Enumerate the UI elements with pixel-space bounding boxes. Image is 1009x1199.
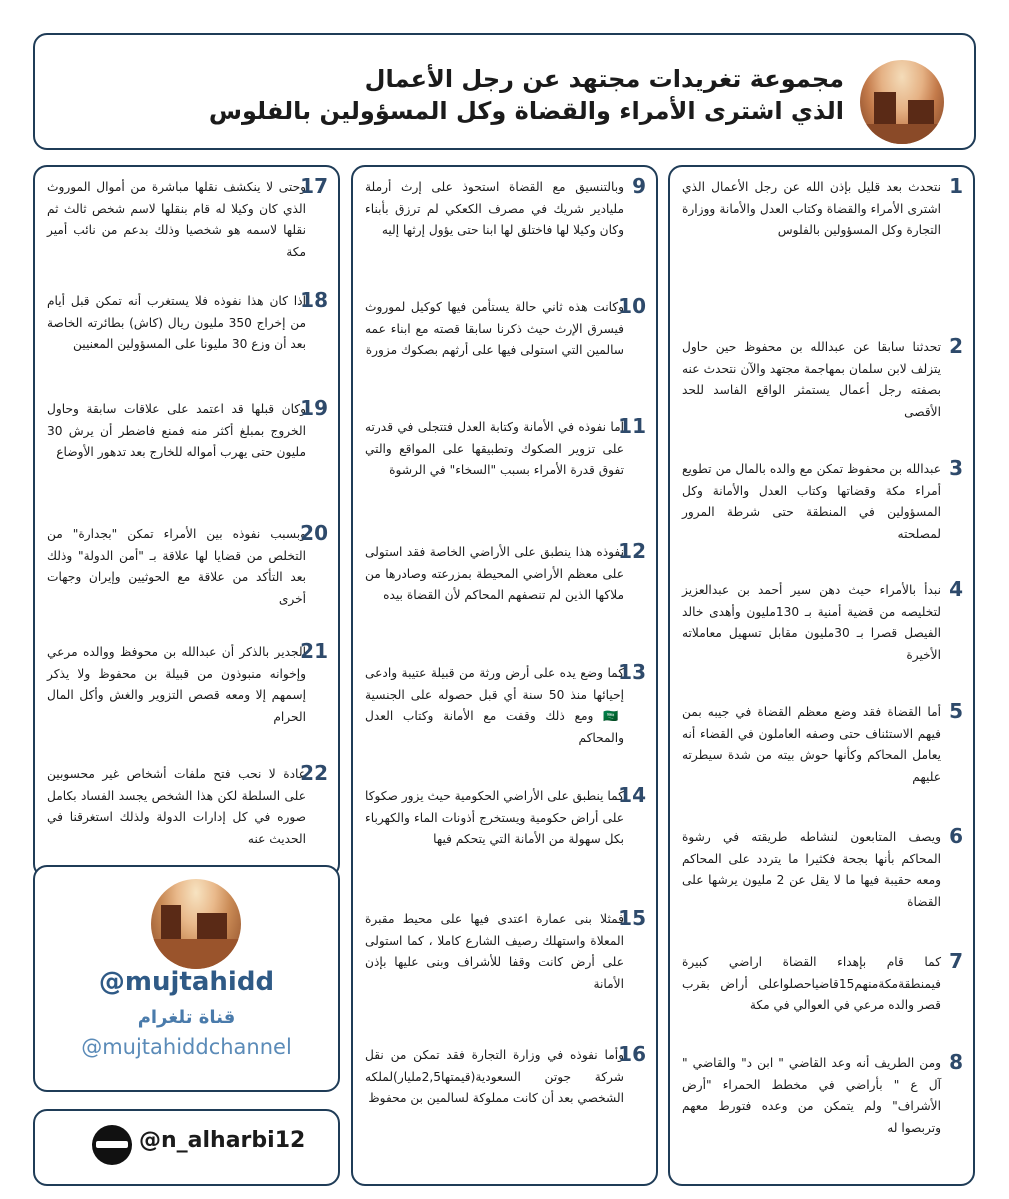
tweet-text: عادة لا نحب فتح ملفات أشخاص غير محسوبين على السلطة لكن هذا الشخص يجسد الفساد بكامل صوره في كل إدارات الدولة ولذلك استغرقنا في الحديث عنه — [47, 767, 306, 846]
footer-avatar — [92, 1125, 132, 1165]
tweet-text: أما القضاة فقد وضع معظم القضاة في جيبه بمن فيهم الاستئناف حتى وصفه العاملون في القضاء أنه يعامل المحاكم وكأنها حوش بيته من شدة سيطرته عليهم — [682, 705, 941, 784]
tweet-item — [47, 761, 328, 850]
tweet-text: نبدأ بالأمراء حيث دهن سير أحمد بن عبدالعزيز لتخليصه من قضية أمنية بـ 130مليون وأهدى خالد الفيصل قصرا بـ 30مليون مقابل تسهيل معاملاته الأخيرة — [682, 583, 942, 662]
tweet-text: وبالتنسيق مع القضاة استحوذ على إرث أرملة مليادير شريك في مصرف الكعكي لم ترزق بأبناء وكان وكيلا لها فاختلق لها ابنا حتى يؤول إرثها إليه — [365, 180, 624, 237]
tweet-item — [682, 1050, 963, 1139]
footer-card — [33, 1109, 340, 1186]
tweet-item — [682, 824, 963, 913]
tweets-column-2 — [351, 165, 658, 1186]
tweet-number: 8 — [949, 1050, 963, 1074]
tweet-item — [365, 1042, 646, 1110]
tweet-number: 18 — [300, 288, 328, 312]
tweet-text: فمثلا بنى عمارة اعتدى فيها على محيط مقبرة المعلاة واستهلك رصيف الشارع كاملا ، كما استولى على أرض كانت وقفا للأشراف وبنى عليها بإذن الأمانة — [365, 912, 624, 991]
tweet-item — [682, 699, 963, 788]
tweet-number: 13 — [618, 660, 646, 684]
tweet-number: 6 — [949, 824, 963, 848]
profile-handle-link[interactable]: @mujtahidd — [98, 967, 275, 997]
tweet-item — [365, 174, 646, 242]
tweet-number: 11 — [618, 414, 646, 438]
tweet-text: الجدير بالذكر أن عبدالله بن محوفظ ووالده مرعي وإخوانه منبوذون من قبيلة بن محفوظ ولا يذكر إسمهم إلا ومعه قصص التزوير والغش وأكل المال الحرام — [47, 645, 306, 724]
tweet-number: 22 — [300, 761, 328, 785]
tweet-item — [365, 660, 646, 749]
tweet-text: تحدثنا سابقا عن عبدالله بن محفوظ حين حاول يتزلف لابن سلمان بمهاجمة مجتهد والآن نتحدث عنه بصفته رجل أعمال يستمثر الواقع الفاسد للحد الأقصى — [682, 340, 941, 419]
tweet-item — [682, 456, 963, 545]
tweet-item — [682, 577, 963, 666]
tweet-number: 14 — [618, 783, 646, 807]
tweet-text: وكان قبلها قد اعتمد على علاقات سابقة وحاول الخروج بمبلغ أكثر منه فمنع فاضطر أن يرش 30 مليون حتى يهرب أمواله للخارج بعد تدهور الأوضاع — [47, 402, 306, 459]
tweet-text: اذا كان هذا نفوذه فلا يستغرب أنه تمكن قبل أيام من إخراج 350 مليون ريال (كاش) بطائرته الخاصة بعد أن وزع 30 مليونا على المسؤولين المعنيين — [47, 294, 306, 351]
profile-card — [33, 865, 340, 1092]
tweet-number: 15 — [618, 906, 646, 930]
tweet-number: 1 — [949, 174, 963, 198]
telegram-channel-label: قناة تلغرام — [137, 1007, 236, 1028]
tweet-number: 17 — [300, 174, 328, 198]
tweet-item — [47, 521, 328, 610]
tweet-text: كما قام بإهداء القضاة اراضي كبيرة فيمنطقةمكةمنهم15قاضياحصلواعلى أراض بقرب قصر والده مرعي في العوالي في مكة — [682, 955, 941, 1012]
tweet-number: 10 — [618, 294, 646, 318]
tweet-text: ومن الطريف أنه وعد القاضي " ابن د" والقاضي " آل ع " بأراضي في مخطط الحمراء "أرض الأشراف" ولم يتمكن من وعده فتورط معهم وتربصوا له — [682, 1056, 941, 1135]
tweet-item — [365, 539, 646, 607]
tweet-text: كما ينطبق على الأراضي الحكومية حيث يزور صكوكا على أراض حكومية ويستخرج أذونات الماء والكهرباء بكل سهولة من الأمانة التي يتحكم فيها — [365, 789, 624, 846]
tweet-number: 20 — [300, 521, 328, 545]
tweet-item — [365, 294, 646, 362]
tweet-number: 7 — [949, 949, 963, 973]
tweet-text: ويصف المتابعون لنشاطه طريقته في رشوة المحاكم بأنها بجحة فكثيرا ما يتردد على المحاكم ومعه حقيبة فيها ما لا يقل عن 2 مليون يرشها على القضاة — [682, 830, 942, 909]
tweet-text: وبسبب نفوذه بين الأمراء تمكن "بجدارة" من التخلص من قضايا لها علاقة بـ "أمن الدولة" وذلك بعد التأكد من علاقة مع الحوثيين وإيران وجهات أخرى — [47, 527, 306, 606]
header-title-line1: مجموعة تغريدات مجتهد عن رجل الأعمال — [364, 65, 844, 93]
tweet-number: 16 — [618, 1042, 646, 1066]
tweet-text: وكانت هذه ثاني حالة يستأمن فيها كوكيل لموروث فيسرق الإرث حيث ذكرنا سابقا قصته مع ابناء عمه سالمين التي استولى فيها على أرثهم بصكوك مزورة — [365, 300, 624, 357]
telegram-channel-link[interactable]: @mujtahiddchannel — [81, 1035, 292, 1059]
tweet-text: عبدالله بن محفوظ تمكن مع والده بالمال من تطويع أمراء مكة وقضاتها وكتاب العدل والأمانة وكل المسؤولين في المنطقة حتى شرطة المرور لمصلحته — [682, 462, 941, 541]
tweet-text: وأما نفوذه في وزارة التجارة فقد تمكن من نقل شركة جوتن السعودية(قيمتها2,5مليار)لملكه الشخصي بعد أن كانت مملوكة لسالمين بن محفوظ — [365, 1048, 624, 1105]
tweet-item — [47, 396, 328, 464]
tweet-number: 3 — [949, 456, 963, 480]
tweet-item — [47, 639, 328, 728]
tweet-number: 2 — [949, 334, 963, 358]
tweet-item — [47, 288, 328, 356]
profile-avatar — [151, 879, 241, 969]
tweet-text: نتحدث بعد قليل بإذن الله عن رجل الأعمال الذي اشترى الأمراء والقضاة وكتاب العدل والأمانة ووزارة التجارة وكل المسؤولين بالفلوس — [682, 180, 941, 237]
tweet-number: 5 — [949, 699, 963, 723]
tweet-text: نفوذه هذا ينطبق على الأراضي الخاصة فقد استولى على معظم الأراضي المحيطة بمزرعته وصادرها من ملاكها الذين لم تنصفهم المحاكم لأن القضاة بيده — [365, 545, 624, 602]
tweet-number: 19 — [300, 396, 328, 420]
header-avatar — [860, 60, 944, 144]
header-card — [33, 33, 976, 150]
tweet-item — [365, 906, 646, 995]
tweet-text: أما نفوذه في الأمانة وكتابة العدل فتتجلى في قدرته على تزوير الصكوك وتطبيقها على المواقع والتي تفوق قدرة الأمراء بسبب "السخاء" في الرشوة — [365, 420, 624, 477]
tweet-item — [682, 174, 963, 242]
tweet-item — [682, 334, 963, 423]
footer-handle-link[interactable]: @n_alharbi12 — [139, 1128, 306, 1153]
tweet-item — [365, 414, 646, 482]
header-title-line2: الذي اشترى الأمراء والقضاة وكل المسؤولين بالفلوس — [208, 97, 844, 125]
tweet-number: 4 — [949, 577, 963, 601]
tweet-text: وحتى لا ينكشف نقلها مباشرة من أموال الموروث الذي كان وكيلا له قام بنقلها لاسم شخص ثالث ثم نقلها لاسمه هو شخصيا وذلك بدعم من نائب أمير مكة — [47, 180, 306, 259]
tweet-item — [365, 783, 646, 851]
tweet-text: كما وضع يده على أرض ورثة من قبيلة عتيبة وادعى إحيائها منذ 50 سنة أي قبل حصوله على الجنسية 🇸🇦 ومع ذلك وقفت مع الأمانة وكتاب العدل والمحاكم — [365, 666, 625, 745]
tweets-column-1 — [668, 165, 975, 1186]
tweet-number: 12 — [618, 539, 646, 563]
tweets-column-3 — [33, 165, 340, 878]
tweet-number: 9 — [632, 174, 646, 198]
tweet-item — [47, 174, 328, 263]
tweet-number: 21 — [300, 639, 328, 663]
tweet-item — [682, 949, 963, 1017]
